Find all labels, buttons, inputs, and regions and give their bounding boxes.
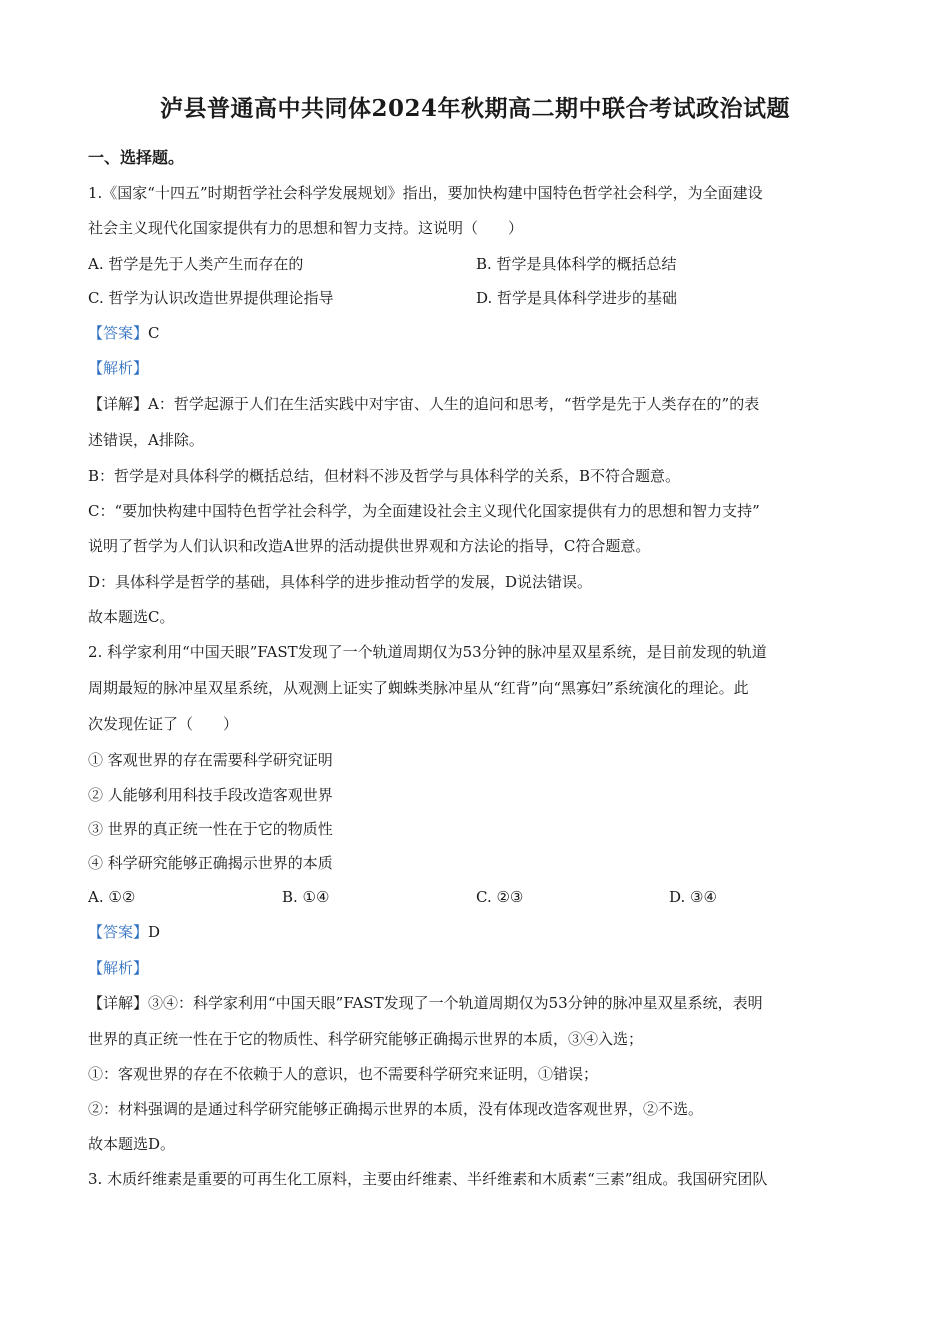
q1-detail-tag: 【详解】	[88, 395, 149, 413]
q2-item-3: ③ 世界的真正统一性在于它的物质性	[88, 820, 333, 838]
page-title: 泸县普通高中共同体2024年秋期高二期中联合考试政治试题	[159, 95, 790, 122]
q2-item-2: ② 人能够利用科技手段改造客观世界	[88, 786, 333, 804]
q2-stem-line2: 周期最短的脉冲星双星系统，从观测上证实了蜘蛛类脉冲星从“红背”向“黑寡妇”系统演化的理论。此	[88, 679, 749, 697]
q1-detail-line6: D：具体科学是哲学的基础，具体科学的进步推动哲学的发展，D说法错误。	[88, 573, 593, 591]
q1-analysis-tag: 【解析】	[88, 359, 149, 377]
q3-stem-line1: 3. 木质纤维素是重要的可再生化工原料，主要由纤维素、半纤维素和木质素“三素”组成。我国研究团队	[88, 1170, 768, 1188]
q1-detail-text1: A：哲学起源于人们在生活实践中对宇宙、人生的追问和思考，“哲学是先于人类存在的”的表	[148, 395, 760, 413]
q1-answer-value: C	[148, 324, 160, 342]
q2-detail-line4: ②：材料强调的是通过科学研究能够正确揭示世界的本质，没有体现改造客观世界，②不选。	[88, 1100, 704, 1118]
q1-stem-line1: 1.《国家“十四五”时期哲学社会科学发展规划》指出，要加快构建中国特色哲学社会科学，为全面建设	[88, 184, 763, 202]
section-heading: 一、选择题。	[88, 148, 185, 167]
q1-answer	[88, 323, 878, 343]
q1-option-a: A. 哲学是先于人类产生而存在的	[88, 255, 304, 273]
q2-detail-tag: 【详解】	[88, 994, 149, 1012]
q2-option-a: A. ①②	[88, 888, 136, 906]
q1-stem-line2: 社会主义现代化国家提供有力的思想和智力支持。这说明（ ）	[88, 219, 524, 237]
q1-option-c: C. 哲学为认识改造世界提供理论指导	[88, 289, 334, 307]
q1-option-d: D. 哲学是具体科学进步的基础	[476, 289, 678, 307]
q2-option-b: B. ①④	[282, 888, 330, 906]
q2-option-c: C. ②③	[476, 888, 524, 906]
q1-detail-line3: B：哲学是对具体科学的概括总结，但材料不涉及哲学与具体科学的关系，B不符合题意。	[88, 467, 681, 485]
q1-conclusion: 故本题选C。	[88, 608, 175, 626]
q2-detail-line3: ①：客观世界的存在不依赖于人的意识，也不需要科学研究来证明，①错误；	[88, 1065, 599, 1083]
q1-detail-line2: 述错误，A排除。	[88, 431, 204, 449]
q1-detail-line4: C：“要加快构建中国特色哲学社会科学，为全面建设社会主义现代化国家提供有力的思想和智力支持”	[88, 502, 760, 520]
q1-detail-line1	[88, 394, 878, 414]
q1-option-b: B. 哲学是具体科学的概括总结	[476, 255, 677, 273]
q2-item-1: ① 客观世界的存在需要科学研究证明	[88, 751, 333, 769]
q2-stem-line1: 2. 科学家利用“中国天眼”FAST发现了一个轨道周期仅为53分钟的脉冲星双星系统，是目前发现的轨道	[88, 643, 767, 661]
q2-detail-text1: ③④：科学家利用“中国天眼”FAST发现了一个轨道周期仅为53分钟的脉冲星双星系统，表明	[148, 994, 763, 1012]
q1-detail-line5: 说明了哲学为人们认识和改造A世界的活动提供世界观和方法论的指导，C符合题意。	[88, 537, 651, 555]
q2-analysis-tag: 【解析】	[88, 959, 149, 977]
q2-answer-tag: 【答案】	[88, 923, 149, 941]
q2-detail-line2: 世界的真正统一性在于它的物质性、科学研究能够正确揭示世界的本质，③④入选；	[88, 1030, 644, 1048]
q2-answer	[88, 922, 878, 942]
q2-option-d: D. ③④	[669, 888, 717, 906]
q2-detail-line1	[88, 993, 878, 1013]
q2-conclusion: 故本题选D。	[88, 1135, 176, 1153]
q1-answer-tag: 【答案】	[88, 324, 149, 342]
q2-stem-line3: 次发现佐证了（ ）	[88, 715, 239, 733]
q2-item-4: ④ 科学研究能够正确揭示世界的本质	[88, 854, 333, 872]
q2-answer-value: D	[148, 923, 161, 941]
